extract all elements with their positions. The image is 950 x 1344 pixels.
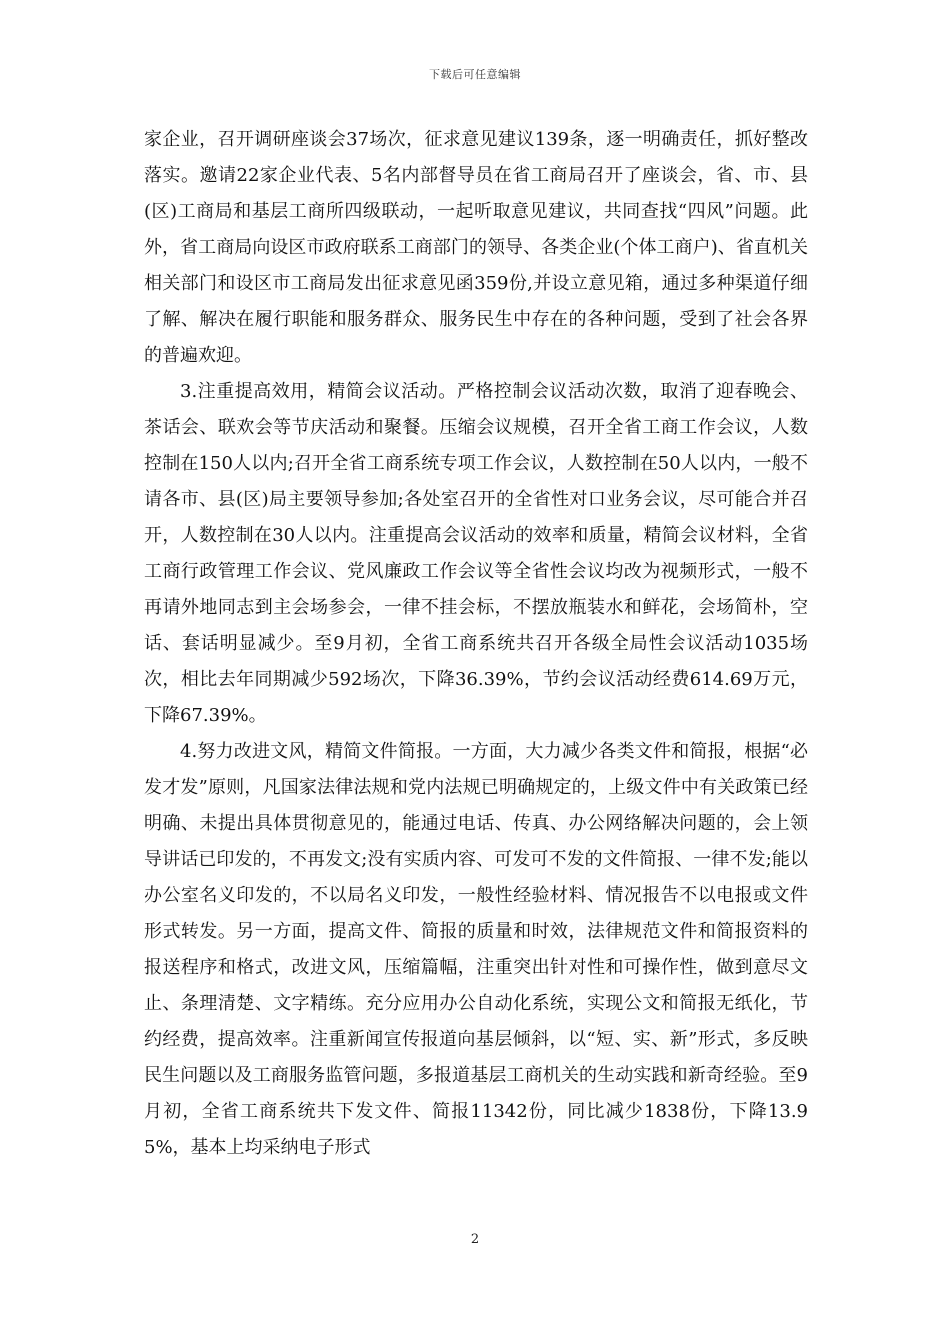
page-number: 2	[470, 1232, 480, 1247]
paragraph-section-4: 4.努力改进文风，精简文件简报。一方面，大力减少各类文件和简报，根据“必发才发”原则，凡国家法律法规和党内法规已明确规定的，上级文件中有关政策已经明确、未提出具体贯彻意见的，能通过电话、传真、办公网络解决问题的，会上领导讲话已印发的，不再发文;没有实质内容、可发可不发的文件简报、一律不发;能以办公室名义印发的，不以局名义印发，一般性经验材料、情况报告不以电报或文件形式转发。另一方面，提高文件、简报的质量和时效，法律规范文件和简报资料的报送程序和格式，改进文风，压缩篇幅，注重突出针对性和可操作性，做到意尽文止、条理清楚、文字精练。充分应用办公自动化系统，实现公文和简报无纸化，节约经费，提高效率。注重新闻宣传报道向基层倾斜，以“短、实、新”形式，多反映民生问题以及工商服务监管问题，多报道基层工商机关的生动实践和新奇经验。至9月初，全省工商系统共下发文件、简报11342份，同比减少1838份，下降13.95%，基本上均采纳电子形式	[144, 741, 809, 1158]
paragraph-continuation: 家企业，召开调研座谈会37场次，征求意见建议139条，逐一明确责任，抓好整改落实。邀请22家企业代表、5名内部督导员在省工商局召开了座谈会，省、市、县(区)工商局和基层工商所四级联动，一起听取意见建议，共同查找“四风”问题。此外，省工商局向设区市政府联系工商部门的领导、各类企业(个体工商户)、省直机关相关部门和设区市工商局发出征求意见函359份,并设立意见箱，通过多种渠道仔细了解、解决在履行职能和服务群众、服务民生中存在的各种问题，受到了社会各界的普遍欢迎。	[144, 129, 808, 366]
paragraph-section-3: 3.注重提高效用，精简会议活动。严格控制会议活动次数，取消了迎春晚会、茶话会、联欢会等节庆活动和聚餐。压缩会议规模，召开全省工商工作会议，人数控制在150人以内;召开全省工商系统专项工作会议，人数控制在50人以内，一般不请各市、县(区)局主要领导参加;各处室召开的全省性对口业务会议，尽可能合并召开，人数控制在30人以内。注重提高会议活动的效率和质量，精简会议材料，全省工商行政管理工作会议、党风廉政工作会议等全省性会议均改为视频形式，一般不再请外地同志到主会场参会，一律不挂会标，不摆放瓶装水和鲜花，会场简朴，空话、套话明显减少。至9月初，全省工商系统共召开各级全局性会议活动1035场次，相比去年同期减少592场次，下降36.39%，节约会议活动经费614.69万元，下降67.39%。	[144, 381, 808, 726]
page-header-note: 下载后可任意编辑	[429, 68, 521, 81]
document-body	[144, 122, 808, 1166]
